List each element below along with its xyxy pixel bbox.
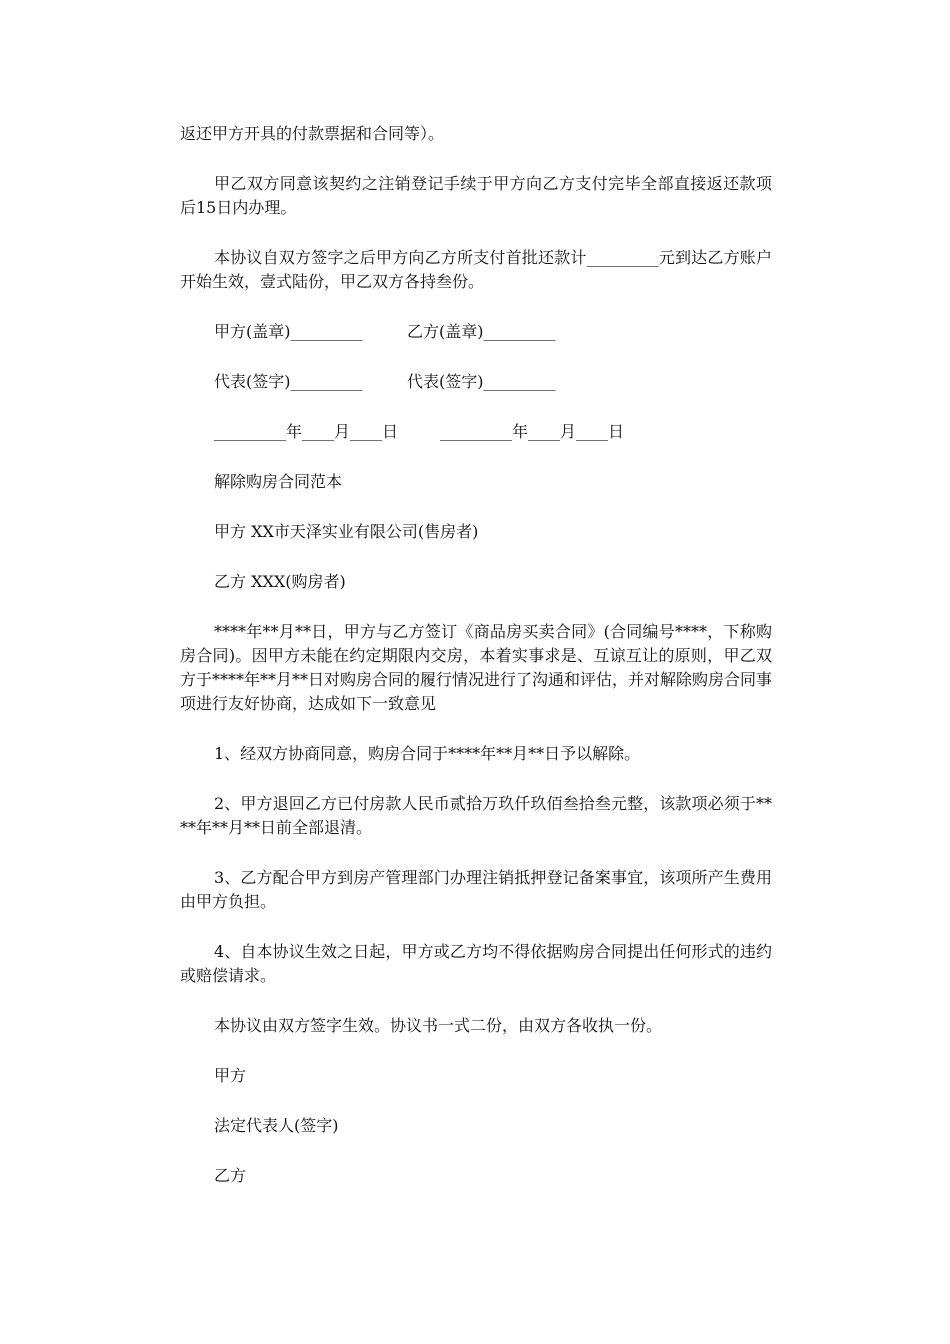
closing-paragraph: 本协议由双方签字生效。协议书一式二份，由双方各收执一份。 bbox=[214, 1016, 663, 1035]
sign-legal-representative: 法定代表人(签字) bbox=[214, 1116, 339, 1135]
paragraph-cancellation-procedure: 甲乙双方同意该契约之注销登记手续于甲方向乙方支付完毕全部直接返还款项后15日内办理。 bbox=[180, 174, 772, 217]
sign-party-a: 甲方 bbox=[214, 1066, 247, 1085]
party-b-representative-line: 代表(签字)_________ bbox=[407, 372, 556, 391]
clause-3: 3、乙方配合甲方到房产管理部门办理注销抵押登记备案事宜，该项所产生费用由甲方负担。 bbox=[180, 868, 772, 911]
signature-row-representative bbox=[180, 370, 772, 394]
paragraph-continuation: 返还甲方开具的付款票据和合同等）。 bbox=[180, 124, 445, 143]
signature-row-date bbox=[180, 420, 772, 444]
party-a-seal-line: 甲方(盖章)_________ bbox=[214, 322, 363, 341]
signature-row-seal bbox=[180, 320, 772, 344]
document-body bbox=[180, 122, 772, 1214]
paragraph-effective-clause: 本协议自双方签字之后甲方向乙方所支付首批还款计_________元到达乙方账户开始生效，壹式陆份，甲乙双方各持叁份。 bbox=[180, 248, 772, 291]
intro-paragraph: ****年**月**日，甲方与乙方签订《商品房买卖合同》(合同编号****，下称购房合同)。因甲方未能在约定期限内交房，本着实事求是、互谅互让的原则，甲乙双方于****年**月**日对购房合同的履行情况进行了沟通和评估，并对解除购房合同事项进行友好协商，达成如下一致意见 bbox=[180, 622, 773, 713]
party-b-seal-line: 乙方(盖章)_________ bbox=[407, 322, 556, 341]
party-a-line: 甲方 XX市天泽实业有限公司(售房者) bbox=[214, 522, 479, 541]
party-a-representative-line: 代表(签字)_________ bbox=[214, 372, 363, 391]
party-b-date-line: _________年____月____日 bbox=[440, 422, 625, 441]
party-a-date-line: _________年____月____日 bbox=[214, 422, 399, 441]
clause-1: 1、经双方协商同意，购房合同于****年**月**日予以解除。 bbox=[214, 744, 641, 763]
sign-party-b: 乙方 bbox=[214, 1166, 247, 1185]
section-title: 解除购房合同范本 bbox=[214, 472, 343, 491]
clause-2: 2、甲方退回乙方已付房款人民币贰拾万玖仟玖佰叁拾叁元整，该款项必须于****年**月**日前全部退清。 bbox=[180, 794, 772, 837]
clause-4: 4、自本协议生效之日起，甲方或乙方均不得依据购房合同提出任何形式的违约或赔偿请求。 bbox=[180, 942, 772, 985]
party-b-line: 乙方 XXX(购房者) bbox=[214, 572, 346, 591]
